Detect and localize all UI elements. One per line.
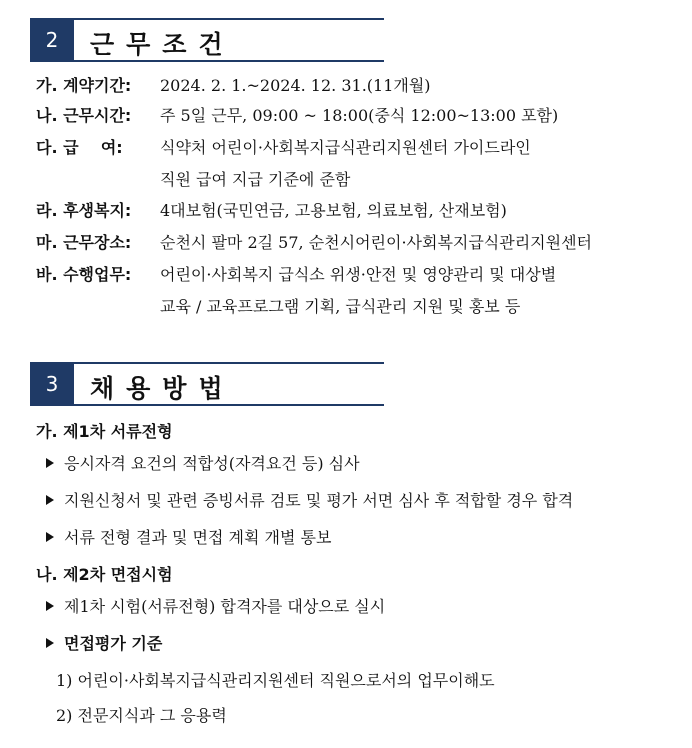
item-text: 지원신청서 및 관련 증빙서류 검토 및 평가 서면 심사 후 적합할 경우 합격 — [64, 491, 574, 510]
row-label: 가. 계약기간: — [36, 76, 132, 95]
section-title: 채용방법 — [90, 374, 235, 403]
triangle-bullet-icon — [46, 601, 54, 611]
section-number: 3 — [30, 362, 74, 406]
row-label: 나. 근무시간: — [36, 106, 132, 125]
list-item — [46, 452, 360, 476]
list-item — [46, 595, 385, 619]
triangle-bullet-icon — [46, 458, 54, 468]
section-title-box — [74, 18, 384, 62]
list-item — [46, 526, 331, 550]
row-value: 순천시 팔마 2길 57, 순천시어린이·사회복지급식관리지원센터 — [160, 233, 592, 252]
row-value: 4대보험(국민연금, 고용보험, 의료보험, 산재보험) — [160, 201, 507, 220]
row-value: 주 5일 근무, 09:00 ~ 18:00(중식 12:00~13:00 포함) — [160, 106, 559, 125]
row-value: 어린이·사회복지 급식소 위생·안전 및 영양관리 및 대상별 — [160, 265, 557, 284]
row-salary-continued: 직원 급여 지급 기준에 준함 — [160, 170, 351, 189]
row-label: 다. 급 여: — [36, 138, 123, 157]
row-label: 바. 수행업무: — [36, 265, 132, 284]
stage1-title: 가. 제1차 서류전형 — [36, 422, 173, 441]
triangle-bullet-icon — [46, 495, 54, 505]
item-text: 면접평가 기준 — [64, 634, 163, 653]
stage2-title: 나. 제2차 면접시험 — [36, 565, 173, 584]
criteria-item: 2) 전문지식과 그 응용력 — [56, 706, 227, 725]
item-text: 서류 전형 결과 및 면접 계획 개별 통보 — [64, 528, 332, 547]
section-title: 근무조건 — [90, 30, 235, 59]
triangle-bullet-icon — [46, 532, 54, 542]
triangle-bullet-icon — [46, 638, 54, 648]
section-number: 2 — [30, 18, 74, 62]
row-label: 마. 근무장소: — [36, 233, 132, 252]
criteria-item: 1) 어린이·사회복지급식관리지원센터 직원으로서의 업무이해도 — [56, 671, 495, 690]
list-item — [46, 632, 162, 656]
row-value: 식약처 어린이·사회복지급식관리지원센터 가이드라인 — [160, 138, 531, 157]
item-text: 제1차 시험(서류전형) 합격자를 대상으로 실시 — [64, 597, 386, 616]
item-text: 응시자격 요건의 적합성(자격요건 등) 심사 — [64, 454, 360, 473]
row-value: 2024. 2. 1.~2024. 12. 31.(11개월) — [160, 76, 431, 95]
row-duties-continued: 교육 / 교육프로그램 기획, 급식관리 지원 및 홍보 등 — [160, 297, 521, 316]
list-item — [46, 489, 573, 513]
section-title-box — [74, 362, 384, 406]
row-label: 라. 후생복지: — [36, 201, 132, 220]
